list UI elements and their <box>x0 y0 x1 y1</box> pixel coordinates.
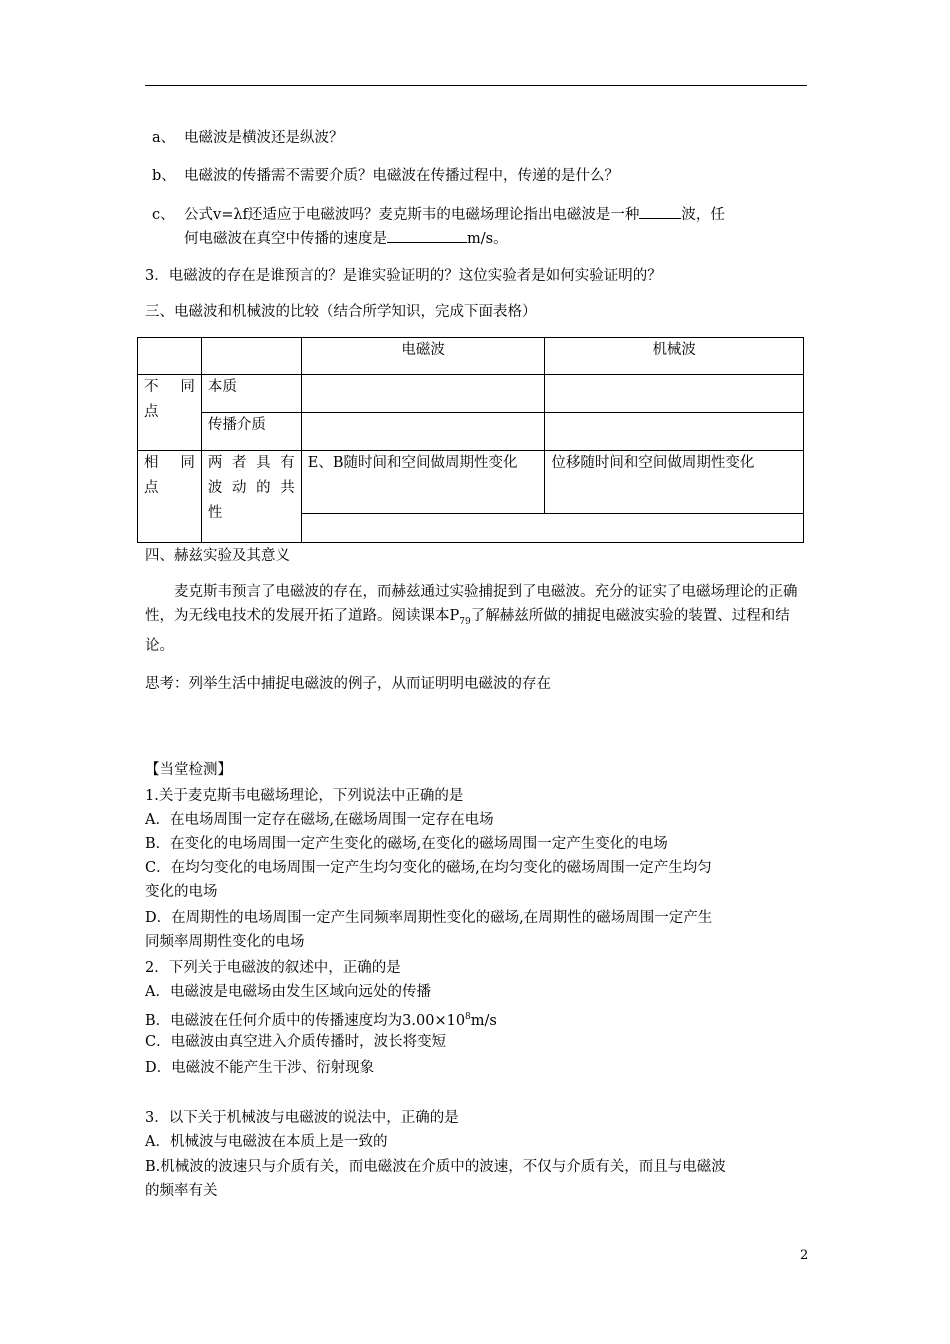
page-number: 2 <box>800 1248 809 1263</box>
mech-common-cell: 位移随时间和空间做周期性变化 <box>545 451 804 514</box>
em-common-cell: E、B随时间和空间做周期性变化 <box>301 451 545 514</box>
answer-blank[interactable] <box>639 204 681 219</box>
q3-option-b-cont: 的频率有关 <box>145 1183 218 1199</box>
q2-option-d: D．电磁波不能产生干涉、衍射现象 <box>145 1060 375 1076</box>
header-em-wave: 电磁波 <box>301 338 545 375</box>
medium-label: 传播介质 <box>201 413 301 451</box>
section-4-paragraph: 麦克斯韦预言了电磁波的存在，而赫兹通过实验捕捉到了电磁波。充分的证实了电磁场理论的正确性，为无线电技术的发展开拓了道路。阅读课本$P_{79}$了解赫兹所做的捕捉电磁波实验的装置、过程和结论。 <box>145 584 798 654</box>
q1-option-b: B．在变化的电场周围一定产生变化的磁场,在变化的磁场周围一定产生变化的电场 <box>145 836 668 852</box>
q2-stem: 2．下列关于电磁波的叙述中，正确的是 <box>145 960 401 976</box>
nature-label: 本质 <box>201 375 301 413</box>
difference-label: 不 同 点 <box>138 375 202 451</box>
answer-blank[interactable] <box>387 228 467 243</box>
question-c-continued: 何电磁波在真空中传播的速度是 m/s。 <box>184 228 508 249</box>
q2-option-a: A．电磁波是电磁场由发生区域向远处的传播 <box>145 984 431 1000</box>
q1-option-d: D．在周期性的电场周围一定产生同频率周期性变化的磁场,在周期性的磁场周围一定产生 <box>145 910 713 926</box>
think-prompt: 思考：列举生活中捕捉电磁波的例子，从而证明明电磁波的存在 <box>145 676 551 692</box>
q1-option-c: C．在均匀变化的电场周围一定产生均匀变化的磁场,在均匀变化的磁场周围一定产生均匀 <box>145 860 712 876</box>
q2-option-c: C．电磁波由真空进入介质传播时，波长将变短 <box>145 1034 447 1050</box>
q1-option-d-cont: 同频率周期性变化的电场 <box>145 934 305 950</box>
similarity-label: 相 同 点 <box>138 451 202 543</box>
answer-cell[interactable] <box>301 413 545 451</box>
table-corner <box>201 338 301 375</box>
header-rule <box>145 85 807 86</box>
answer-cell[interactable] <box>301 514 803 543</box>
q1-option-a: A．在电场周围一定存在磁场,在磁场周围一定存在电场 <box>145 812 494 828</box>
answer-cell[interactable] <box>545 413 804 451</box>
question-3: 3．电磁波的存在是谁预言的？是谁实验证明的？这位实验者是如何实验证明的？ <box>145 268 662 284</box>
question-c: c、 公式v=λf还适应于电磁波吗？麦克斯韦的电磁场理论指出电磁波是一种 波，任 <box>152 204 725 225</box>
question-a: a、 电磁波是横波还是纵波？ <box>152 130 344 146</box>
section-3-title: 三、电磁波和机械波的比较（结合所学知识，完成下面表格） <box>145 304 537 320</box>
q3-stem: 3．以下关于机械波与电磁波的说法中，正确的是 <box>145 1110 459 1126</box>
q1-option-c-cont: 变化的电场 <box>145 884 218 900</box>
section-4-title: 四、赫兹实验及其意义 <box>145 548 290 564</box>
table-corner <box>138 338 202 375</box>
comparison-table <box>137 337 804 543</box>
q3-option-a: A．机械波与电磁波在本质上是一致的 <box>145 1134 388 1150</box>
common-properties-label: 两 者 具 有 波 动 的 共 性 <box>201 451 301 543</box>
q2-option-b: B．电磁波在任何介质中的传播速度均为$3.00\times 10^8m/s$ <box>145 1012 497 1029</box>
q1-stem: 1.关于麦克斯韦电磁场理论，下列说法中正确的是 <box>145 788 464 804</box>
question-b: b、 电磁波的传播需不需要介质？电磁波在传播过程中，传递的是什么？ <box>152 168 619 184</box>
answer-cell[interactable] <box>545 375 804 413</box>
header-mech-wave: 机械波 <box>545 338 804 375</box>
q3-option-b: B.机械波的波速只与介质有关，而电磁波在介质中的波速，不仅与介质有关，而且与电磁波 <box>145 1159 726 1175</box>
check-title: 【当堂检测】 <box>145 762 232 778</box>
answer-cell[interactable] <box>301 375 545 413</box>
